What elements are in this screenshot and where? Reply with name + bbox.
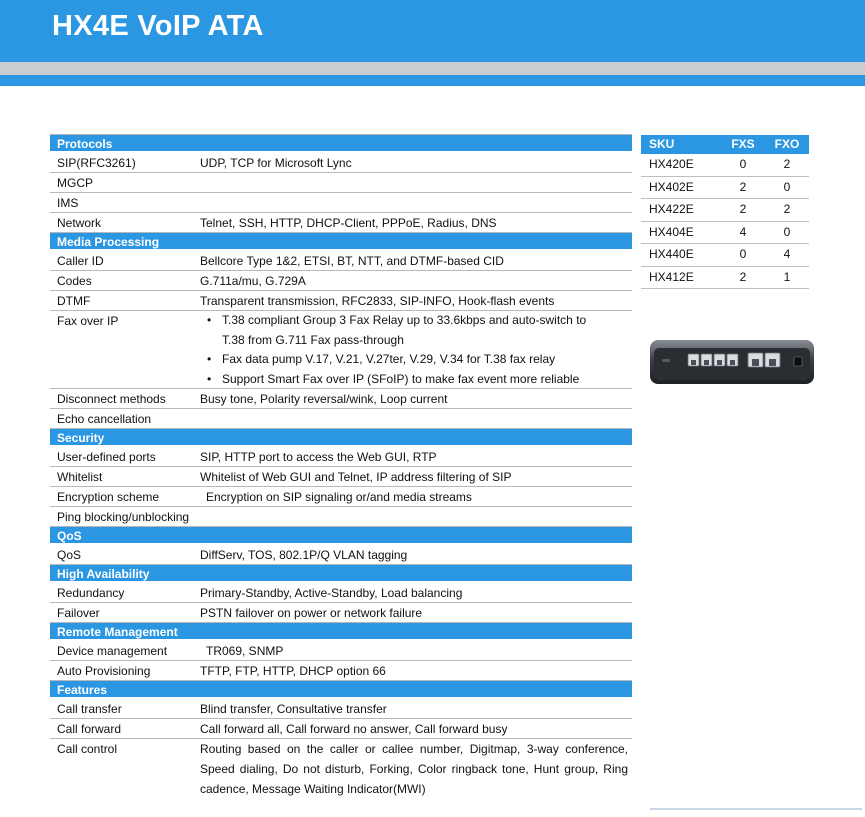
spec-label: Call transfer (57, 702, 122, 716)
spec-value: UDP, TCP for Microsoft Lync (200, 156, 352, 170)
section-header-features: Features (50, 681, 632, 699)
sku-cell: HX422E (649, 202, 694, 216)
spec-label: Codes (57, 274, 92, 288)
fxo-cell: 0 (783, 224, 791, 239)
spec-row (50, 603, 632, 623)
sku-row (641, 154, 809, 177)
fxo-cell: 2 (783, 202, 791, 216)
sku-row (641, 222, 809, 245)
spec-row (50, 173, 632, 193)
spec-label: Failover (57, 606, 100, 620)
spec-row (50, 389, 632, 409)
spec-value: Bellcore Type 1&2, ETSI, BT, NTT, and DTMF-based CID (200, 254, 504, 268)
spec-value: Busy tone, Polarity reversal/wink, Loop current (200, 392, 448, 406)
section-header-qos: QoS (50, 527, 632, 545)
spec-label: Echo cancellation (57, 412, 152, 426)
spec-value: Encryption on SIP signaling or/and media streams (206, 490, 472, 504)
header-stripe-gray (0, 62, 865, 75)
spec-label: Encryption scheme (57, 490, 160, 504)
spec-label: MGCP (57, 176, 93, 190)
spec-value: PSTN failover on power or network failure (200, 606, 423, 620)
spec-row-fax (50, 311, 632, 389)
spec-row (50, 507, 632, 527)
fxo-cell: 2 (783, 157, 791, 171)
spec-value: SIP, HTTP port to access the Web GUI, RTP (200, 450, 437, 464)
spec-row (50, 447, 632, 467)
spec-label: IMS (57, 196, 79, 210)
spec-value: Routing based on the caller or callee number, Digitmap, 3-way conference, Speed dialing, Do not disturb, Forking, Color ringback tone, Hunt group, Ring cadence, Message Waiting Indicator(MWI) (200, 742, 628, 796)
fax-bullet-continued: T.38 from G.711 Fax pass-through (222, 332, 404, 347)
section-header-protocols: Protocols (50, 135, 632, 153)
fxs-cell: 0 (739, 157, 747, 171)
sku-row (641, 244, 809, 267)
spec-row (50, 409, 632, 429)
spec-label: Auto Provisioning (57, 664, 151, 678)
sku-row (641, 267, 809, 290)
spec-label: Whitelist (57, 470, 103, 484)
fxo-cell: 1 (783, 269, 791, 284)
section-header-security: Security (50, 429, 632, 447)
spec-row-call-control (50, 739, 632, 799)
spec-row (50, 251, 632, 271)
spec-label: Disconnect methods (57, 392, 166, 406)
spec-row (50, 193, 632, 213)
spec-row (50, 641, 632, 661)
spec-value (200, 193, 632, 212)
fax-bullet: • Support Smart Fax over IP (SFoIP) to make fax event more reliable (222, 370, 632, 390)
spec-value: DiffServ, TOS, 802.1P/Q VLAN tagging (200, 548, 408, 562)
spec-row (50, 487, 632, 507)
spec-row (50, 467, 632, 487)
header-stripe-blue (0, 75, 865, 86)
spec-table (50, 134, 632, 799)
spec-label: Device management (57, 644, 168, 658)
fxs-col-header: FXS (731, 137, 755, 151)
fxs-cell: 2 (739, 179, 747, 194)
spec-label: Redundancy (57, 586, 125, 600)
spec-label: SIP(RFC3261) (57, 156, 136, 170)
spec-value: Blind transfer, Consultative transfer (200, 702, 387, 716)
sku-cell: HX420E (649, 157, 694, 171)
fxs-cell: 2 (739, 269, 747, 284)
spec-value: TR069, SNMP (206, 644, 284, 658)
spec-label: DTMF (57, 294, 91, 308)
spec-row (50, 583, 632, 603)
fax-bullet: • Fax data pump V.17, V.21, V.27ter, V.29, V.34 for T.38 fax relay (222, 350, 632, 370)
spec-value: Primary-Standby, Active-Standby, Load balancing (200, 586, 463, 600)
fxo-cell: 0 (783, 179, 791, 194)
fax-bullet: • T.38 compliant Group 3 Fax Relay up to 33.6kbps and auto-switch to (222, 311, 632, 331)
spec-value: Call forward all, Call forward no answer, Call forward busy (200, 722, 508, 736)
fax-bullet-list (200, 311, 632, 389)
sku-col-header: SKU (649, 137, 675, 151)
spec-value (200, 409, 632, 428)
spec-row (50, 153, 632, 173)
spec-value (200, 507, 632, 526)
page-header (0, 0, 865, 62)
section-header-remote-management: Remote Management (50, 623, 632, 641)
spec-row (50, 719, 632, 739)
spec-row (50, 291, 632, 311)
spec-row (50, 271, 632, 291)
fxs-cell: 0 (739, 247, 747, 261)
fxo-cell: 4 (783, 247, 791, 261)
sku-table (641, 135, 809, 289)
spec-row (50, 699, 632, 719)
spec-value: Telnet, SSH, HTTP, DHCP-Client, PPPoE, Radius, DNS (200, 216, 497, 230)
sku-cell: HX404E (649, 224, 694, 239)
spec-row (50, 661, 632, 681)
sku-cell: HX402E (649, 179, 694, 194)
spec-value: G.711a/mu, G.729A (200, 274, 306, 288)
page-title: HX4E VoIP ATA (52, 10, 264, 42)
spec-label: Caller ID (57, 254, 104, 268)
spec-value: Whitelist of Web GUI and Telnet, IP address filtering of SIP (200, 470, 512, 484)
fxs-cell: 2 (739, 202, 747, 216)
spec-label: Call control (57, 742, 118, 756)
footer-rule (650, 808, 862, 810)
spec-value (200, 311, 632, 388)
section-header-high-availability: High Availability (50, 565, 632, 583)
spec-label: Ping blocking/unblocking (57, 510, 190, 524)
spec-label: Fax over IP (57, 314, 119, 328)
spec-value: TFTP, FTP, HTTP, DHCP option 66 (200, 664, 386, 678)
sku-cell: HX412E (649, 269, 694, 284)
spec-label: Network (57, 216, 102, 230)
spec-label: Call forward (57, 722, 122, 736)
voip-ata-device-icon (648, 338, 816, 388)
sku-row (641, 199, 809, 222)
spec-label: QoS (57, 548, 82, 562)
spec-row (50, 213, 632, 233)
sku-table-header (641, 135, 809, 154)
fxs-cell: 4 (739, 224, 747, 239)
spec-value (200, 173, 632, 192)
sku-cell: HX440E (649, 247, 694, 261)
spec-value: Transparent transmission, RFC2833, SIP-INFO, Hook-flash events (200, 294, 555, 308)
section-header-media-processing: Media Processing (50, 233, 632, 251)
spec-label: User-defined ports (57, 450, 156, 464)
spec-row (50, 545, 632, 565)
sku-row (641, 177, 809, 200)
fxo-col-header: FXO (774, 137, 800, 151)
